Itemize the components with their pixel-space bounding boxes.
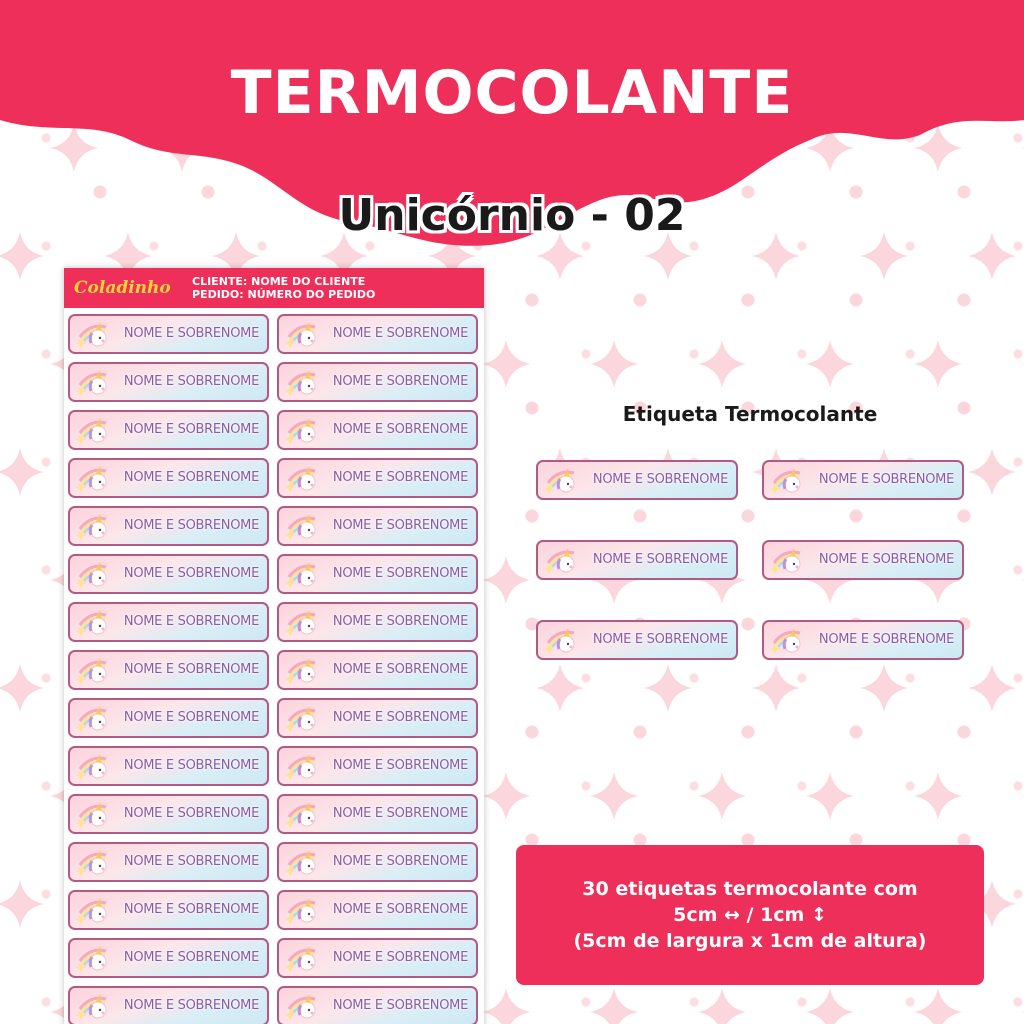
name-label xyxy=(277,890,478,930)
product-subtitle: Unicórnio - 02 xyxy=(338,190,686,241)
label-name-text: NOME E SOBRENOME xyxy=(332,614,468,629)
name-label xyxy=(277,506,478,546)
name-label xyxy=(68,746,269,786)
unicorn-icon xyxy=(76,559,116,591)
unicorn-icon xyxy=(285,511,325,543)
info-line-3: (5cm de largura x 1cm de altura) xyxy=(573,930,927,952)
order-line: PEDIDO: NÚMERO DO PEDIDO xyxy=(192,288,376,301)
label-name-text: NOME E SOBRENOME xyxy=(332,662,468,677)
sparkle-icon xyxy=(968,448,1016,496)
label-name-text: NOME E SOBRENOME xyxy=(332,422,468,437)
name-label xyxy=(277,410,478,450)
name-label xyxy=(277,842,478,882)
label-name-text: NOME E SOBRENOME xyxy=(123,854,259,869)
name-label xyxy=(536,620,738,660)
unicorn-icon xyxy=(770,625,810,657)
unicorn-icon xyxy=(285,943,325,975)
info-line-1: 30 etiquetas termocolante com xyxy=(582,878,918,900)
sparkle-icon xyxy=(914,340,962,388)
name-label xyxy=(762,620,964,660)
sparkle-icon xyxy=(752,664,800,712)
label-name-text: NOME E SOBRENOME xyxy=(123,470,259,485)
name-label xyxy=(68,986,269,1024)
unicorn-icon xyxy=(76,319,116,351)
unicorn-icon xyxy=(285,751,325,783)
label-name-text: NOME E SOBRENOME xyxy=(818,552,954,567)
sparkle-icon xyxy=(698,772,746,820)
name-label xyxy=(277,362,478,402)
label-name-text: NOME E SOBRENOME xyxy=(123,566,259,581)
name-label xyxy=(277,314,478,354)
name-label xyxy=(68,458,269,498)
name-label xyxy=(68,554,269,594)
sparkle-icon xyxy=(806,988,854,1024)
sparkle-icon xyxy=(536,664,584,712)
sparkle-icon xyxy=(482,772,530,820)
label-name-text: NOME E SOBRENOME xyxy=(123,950,259,965)
label-name-text: NOME E SOBRENOME xyxy=(123,518,259,533)
label-name-text: NOME E SOBRENOME xyxy=(818,632,954,647)
unicorn-icon xyxy=(544,545,584,577)
name-label xyxy=(277,938,478,978)
label-sheet xyxy=(64,268,484,1024)
label-name-text: NOME E SOBRENOME xyxy=(332,374,468,389)
unicorn-icon xyxy=(76,847,116,879)
name-label xyxy=(68,842,269,882)
name-label xyxy=(277,746,478,786)
sparkle-icon xyxy=(698,988,746,1024)
label-name-text: NOME E SOBRENOME xyxy=(818,472,954,487)
name-label xyxy=(68,602,269,642)
unicorn-icon xyxy=(76,895,116,927)
name-label xyxy=(277,650,478,690)
name-label xyxy=(762,540,964,580)
client-line: CLIENTE: NOME DO CLIENTE xyxy=(192,275,366,288)
info-box xyxy=(516,845,984,985)
sparkle-icon xyxy=(914,988,962,1024)
unicorn-icon xyxy=(544,465,584,497)
unicorn-icon xyxy=(285,991,325,1023)
name-label xyxy=(762,460,964,500)
name-label xyxy=(277,554,478,594)
sparkle-icon xyxy=(0,880,44,928)
label-name-text: NOME E SOBRENOME xyxy=(123,422,259,437)
label-name-text: NOME E SOBRENOME xyxy=(332,902,468,917)
name-label xyxy=(68,794,269,834)
label-name-text: NOME E SOBRENOME xyxy=(123,710,259,725)
unicorn-icon xyxy=(285,799,325,831)
unicorn-icon xyxy=(76,799,116,831)
unicorn-icon xyxy=(76,367,116,399)
sparkle-icon xyxy=(590,340,638,388)
unicorn-icon xyxy=(76,703,116,735)
name-label xyxy=(68,506,269,546)
label-name-text: NOME E SOBRENOME xyxy=(332,566,468,581)
sparkle-icon xyxy=(590,988,638,1024)
unicorn-icon xyxy=(544,625,584,657)
name-label xyxy=(277,698,478,738)
unicorn-icon xyxy=(76,655,116,687)
sparkle-icon xyxy=(482,988,530,1024)
unicorn-icon xyxy=(285,319,325,351)
label-name-text: NOME E SOBRENOME xyxy=(332,950,468,965)
label-name-text: NOME E SOBRENOME xyxy=(332,806,468,821)
name-label xyxy=(536,540,738,580)
page-title: TERMOCOLANTE xyxy=(230,58,794,128)
label-name-text: NOME E SOBRENOME xyxy=(592,632,728,647)
label-name-text: NOME E SOBRENOME xyxy=(332,326,468,341)
label-name-text: NOME E SOBRENOME xyxy=(123,998,259,1013)
label-name-text: NOME E SOBRENOME xyxy=(332,470,468,485)
label-name-text: NOME E SOBRENOME xyxy=(123,806,259,821)
unicorn-icon xyxy=(76,943,116,975)
name-label xyxy=(68,410,269,450)
label-name-text: NOME E SOBRENOME xyxy=(332,710,468,725)
unicorn-icon xyxy=(285,463,325,495)
name-label xyxy=(68,698,269,738)
sparkle-icon xyxy=(806,340,854,388)
unicorn-icon xyxy=(76,511,116,543)
name-label xyxy=(68,650,269,690)
name-label xyxy=(68,890,269,930)
sparkle-icon xyxy=(914,772,962,820)
sparkle-icon xyxy=(590,772,638,820)
label-name-text: NOME E SOBRENOME xyxy=(123,902,259,917)
label-name-text: NOME E SOBRENOME xyxy=(332,854,468,869)
sheet-info xyxy=(192,275,375,301)
unicorn-icon xyxy=(76,607,116,639)
unicorn-icon xyxy=(76,415,116,447)
name-label xyxy=(277,794,478,834)
unicorn-icon xyxy=(770,465,810,497)
label-name-text: NOME E SOBRENOME xyxy=(123,326,259,341)
sparkle-icon xyxy=(482,556,530,604)
sparkle-icon xyxy=(0,664,44,712)
name-label xyxy=(68,938,269,978)
unicorn-icon xyxy=(285,895,325,927)
sparkle-icon xyxy=(698,340,746,388)
info-line-2: 5cm ↔ / 1cm ↕ xyxy=(673,904,827,926)
preview-labels-grid xyxy=(536,460,964,660)
label-name-text: NOME E SOBRENOME xyxy=(123,374,259,389)
unicorn-icon xyxy=(285,703,325,735)
sparkle-icon xyxy=(482,340,530,388)
sheet-header xyxy=(64,268,484,308)
label-name-text: NOME E SOBRENOME xyxy=(332,518,468,533)
unicorn-icon xyxy=(285,847,325,879)
name-label xyxy=(536,460,738,500)
brand-logo: Coladinho xyxy=(74,278,171,298)
sheet-labels-grid xyxy=(64,308,484,1024)
unicorn-icon xyxy=(770,545,810,577)
name-label xyxy=(277,602,478,642)
label-name-text: NOME E SOBRENOME xyxy=(592,552,728,567)
unicorn-icon xyxy=(285,655,325,687)
unicorn-icon xyxy=(285,367,325,399)
name-label xyxy=(277,986,478,1024)
sparkle-icon xyxy=(968,664,1016,712)
unicorn-icon xyxy=(285,559,325,591)
name-label xyxy=(277,458,478,498)
sparkle-icon xyxy=(644,664,692,712)
label-name-text: NOME E SOBRENOME xyxy=(332,998,468,1013)
unicorn-icon xyxy=(285,415,325,447)
unicorn-icon xyxy=(76,463,116,495)
unicorn-icon xyxy=(76,991,116,1023)
label-name-text: NOME E SOBRENOME xyxy=(123,662,259,677)
label-name-text: NOME E SOBRENOME xyxy=(123,758,259,773)
label-name-text: NOME E SOBRENOME xyxy=(592,472,728,487)
name-label xyxy=(68,362,269,402)
unicorn-icon xyxy=(76,751,116,783)
name-label xyxy=(68,314,269,354)
label-name-text: NOME E SOBRENOME xyxy=(332,758,468,773)
preview-title: Etiqueta Termocolante xyxy=(622,402,878,426)
sparkle-icon xyxy=(806,772,854,820)
label-name-text: NOME E SOBRENOME xyxy=(123,614,259,629)
unicorn-icon xyxy=(285,607,325,639)
sparkle-icon xyxy=(860,664,908,712)
sparkle-icon xyxy=(0,448,44,496)
